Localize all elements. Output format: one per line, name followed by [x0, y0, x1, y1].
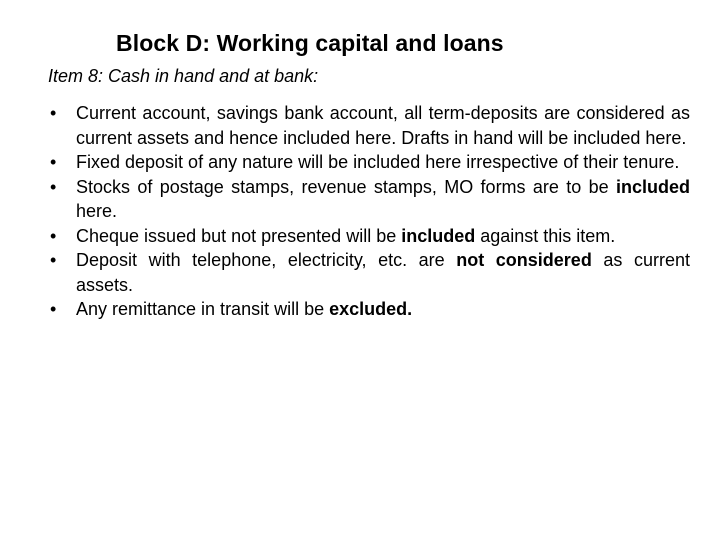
page-title: Block D: Working capital and loans	[116, 30, 504, 56]
bullet-item	[48, 297, 690, 322]
bullet-point-icon: •	[50, 103, 57, 123]
bullet-text: Current account, savings bank account, all term-deposits are considered as current assets and hence included here. Drafts in hand will be included here.	[76, 103, 690, 148]
item-heading: Item 8: Cash in hand and at bank:	[48, 66, 319, 86]
bullet-emphasis: excluded.	[329, 299, 413, 319]
bullet-text: Deposit with telephone, electricity, etc. are	[76, 250, 457, 270]
bullet-item	[48, 101, 690, 150]
bullet-item	[48, 224, 690, 249]
bullet-point-icon: •	[50, 176, 57, 197]
bullet-emphasis: included	[615, 176, 690, 197]
bullet-emphasis: included	[401, 225, 476, 246]
bullet-point-icon: •	[50, 299, 57, 319]
bullet-point-icon: •	[50, 250, 57, 270]
bullet-text: Stocks of postage stamps, revenue stamps, MO forms are to be	[76, 176, 616, 197]
bullet-text: Fixed deposit of any nature will be included here irrespective of their tenure.	[76, 152, 680, 172]
bullet-emphasis: not considered	[456, 250, 592, 270]
bullet-text: Any remittance in transit will be	[76, 299, 330, 319]
bullet-text: as current assets.	[76, 250, 690, 295]
bullet-item	[48, 175, 690, 224]
bullet-point-icon: •	[50, 225, 57, 246]
bullet-text: against this item.	[475, 225, 616, 246]
bullet-item	[48, 150, 690, 175]
bullet-list	[48, 101, 690, 322]
bullet-point-icon: •	[50, 152, 57, 172]
bullet-item	[48, 248, 690, 297]
bullet-text: Cheque issued but not presented will be	[76, 225, 402, 246]
bullet-text: here.	[76, 201, 118, 221]
